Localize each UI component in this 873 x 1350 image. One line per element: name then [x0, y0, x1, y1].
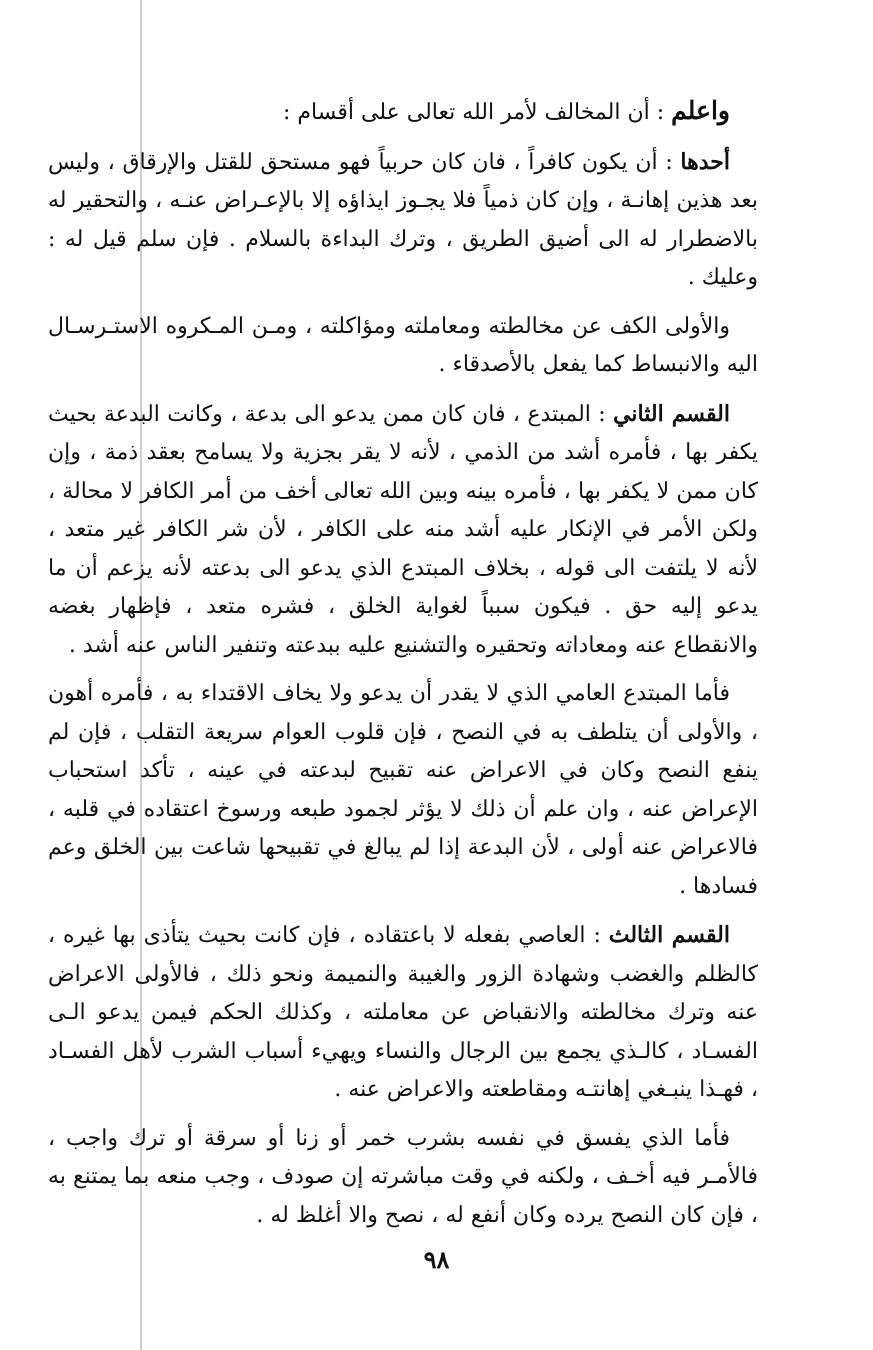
paragraph-text: : المبتدع ، فان كان ممن يدعو الى بدعة ، وكانت البدعة بحيث يكفر بها ، فأمره أشد من الذمي ، لأنه لا يقر بجزية ولا يسامح بعقد ذمة ، وإن كان ممن لا يكفر بها ، فأمره بينه وبين الله تعالى أخف من أمر الكافر لا محالة ، ولكن الأمر في الإنكار عليه أشد منه على الكافر ، لأن شر الكافر غير متعد ، لأنه لا يلتفت الى قوله ، بخلاف المبتدع الذي يدعو الى بدعته لأنه يزعم أن ما يدعو إليه حق . فيكون سبباً لغواية الخلق ، فشره متعد ، فإظهار بغضه والانقطاع عنه ومعاداته وتحقيره والتشنيع عليه ببدعته وتنفير الناس عنه أشد . [48, 401, 758, 658]
paragraph-text: : أن المخالف لأمر الله تعالى على أقسام : [283, 100, 672, 125]
paragraph-first-category-note [48, 308, 758, 385]
paragraph-text: فأما المبتدع العامي الذي لا يقدر أن يدعو ولا يخاف الاقتداء به ، فأمره أهون ، والأولى أن يتلطف به في النصح ، فإن قلوب العوام سريعة التقلب ، فإن لم ينفع النصح وكان في الاعراض عنه تقبيح لبدعته في عينه ، تأكد استحباب الإعراض عنه ، وان علم أن ذلك لا يؤثر لجمود طبعه ورسوخ اعتقاده في قلبه ، فالاعراض عنه أولى ، لأن البدعة إذا لم يبالغ في تقبيحها شاعت بين الخلق وعم فسادها . [48, 681, 758, 899]
paragraph-intro [48, 92, 758, 133]
paragraph-second-category [48, 395, 758, 666]
paragraph-lead: واعلم [671, 96, 730, 125]
page-body [48, 92, 758, 1245]
paragraph-text: : أن يكون كافراً ، فان كان حربياً فهو مستحق للقتل والإرقاق ، وليس بعد هذين إهانـة ، وإن كان ذمياً فلا يجـوز ايذاؤه إلا بالإعـراض عنـه ، والتحقير له بالاضطرار له الى أضيق الطريق ، وترك البداءة بالسلام . فإن سلم قيل له : وعليك . [48, 149, 758, 290]
page-number: ٩٨ [423, 1245, 450, 1274]
paragraph-second-category-note [48, 675, 758, 906]
paragraph-third-category [48, 916, 758, 1110]
paragraph-lead: القسم الثاني [613, 400, 730, 427]
paragraph-text: فأما الذي يفسق في نفسه بشرب خمر أو زنا أو سرقة أو ترك واجب ، فالأمـر فيه أخـف ، ولكنه في وقت مباشرته إن صودف ، وجب منعه بما يمتنع به ، فإن كان النصح يرده وكان أنفع له ، نصح والا أغلظ له . [48, 1125, 758, 1228]
paragraph-third-category-note [48, 1120, 758, 1236]
paragraph-text: والأولى الكف عن مخالطته ومعاملته ومؤاكلته ، ومـن المـكروه الاستـرسـال اليه والانبساط كما يفعل بالأصدقاء . [48, 313, 758, 377]
paragraph-lead: أحدها [680, 148, 730, 175]
paragraph-text: : العاصي بفعله لا باعتقاده ، فإن كانت بحيث يتأذى بها غيره ، كالظلم والغضب وشهادة الزور والغيبة والنميمة ونحو ذلك ، فالأولى الاعراض عنه وترك مخالطته والانقباض عن معاملته ، وكذلك الحكم فيمن يدعو الـى الفسـاد ، كالـذي يجمع بين الرجال والنساء ويهيء أسباب الشرب لأهل الفسـاد ، فهـذا ينبـغي إهانتـه ومقاطعته والاعراض عنه . [48, 923, 758, 1102]
paragraph-first-category [48, 143, 758, 298]
paragraph-lead: القسم الثالث [608, 922, 730, 948]
